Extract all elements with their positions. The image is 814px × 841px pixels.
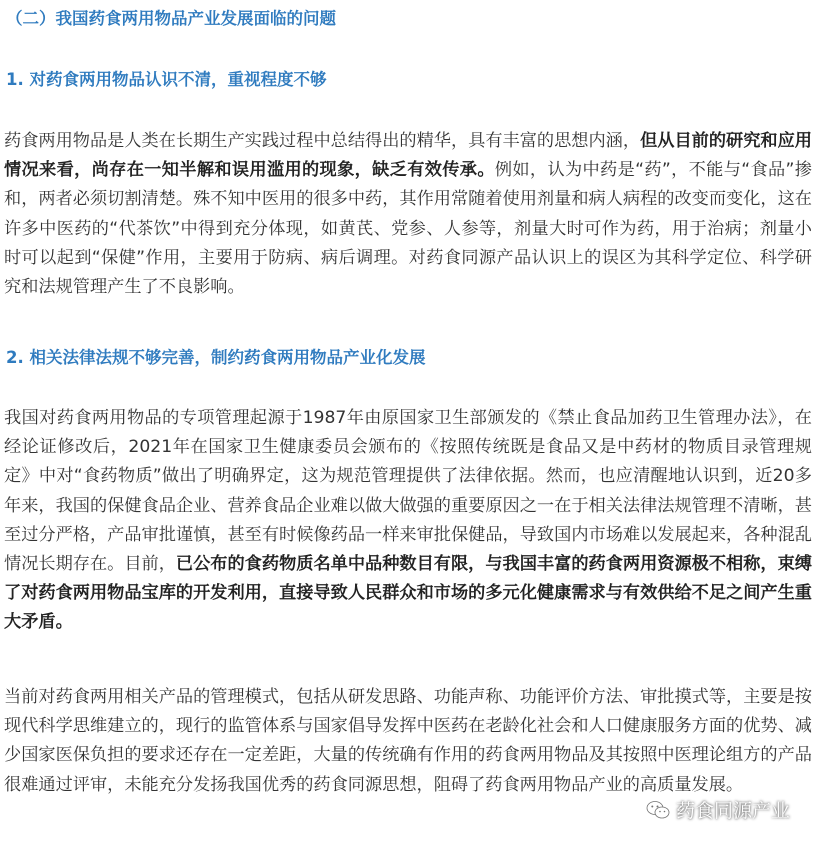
paragraph-text: 例如，认为中药是“药”，不能与“食品”掺和，两者必须切割清楚。殊不知中医用的很多中药，其作用常随着使用剂量和病人病程的改变而变化，这在许多中医药的“代茶饮”中得到充分体现，如黄芪、党参、人参等，剂量大时可作为药，用于治病；剂量小时可以起到“保健”作用，主要用于防病、病后调理。对药食同源产品认识上的误区为其科学定位、科学研究和法规管理产生了不良影响。	[4, 160, 812, 298]
subsection-heading-1: 1. 对药食两用物品认识不清，重视程度不够	[6, 70, 327, 89]
watermark	[646, 796, 790, 823]
paragraph-text: 药食两用物品是人类在长期生产实践过程中总结得出的精华，具有丰富的思想内涵，	[4, 131, 641, 151]
paragraph-management-mode: 当前对药食两用相关产品的管理模式，包括从研发思路、功能声称、功能评价方法、审批摸式等，主要是按现代科学思维建立的，现行的监管体系与国家倡导发挥中医药在老龄化社会和人口健康服务方面的优势、减少国家医保负担的要求还存在一定差距，大量的传统确有作用的药食两用物品及其按照中医理论组方的产品很难通过评审，未能充分发扬我国优秀的药食同源思想，阻碍了药食两用物品产业的高质量发展。	[4, 687, 812, 795]
section-heading: （二）我国药食两用物品产业发展面临的问题	[6, 9, 336, 28]
paragraph-bold-text: 已公布的食药物质名单中品种数目有限，与我国丰富的药食两用资源极不相称，束缚了对药食两用物品宝库的开发利用，直接导致人民群众和市场的多元化健康需求与有效供给不足之间产生重大矛盾。	[4, 554, 812, 633]
watermark-text: 药食同源产业	[675, 800, 790, 822]
paragraph-awareness	[4, 127, 812, 302]
subsection-heading-2: 2. 相关法律法规不够完善，制约药食两用物品产业化发展	[6, 348, 426, 367]
paragraph-regulation	[4, 404, 812, 638]
paragraph-bold-text: 但从目前的研究和应用情况来看，尚存在一知半解和误用滥用的现象，缺乏有效传承。	[4, 131, 812, 181]
paragraph-text: 我国对药食两用物品的专项管理起源于1987年由原国家卫生部颁发的《禁止食品加药卫生管理办法》，在经论证修改后，2021年在国家卫生健康委员会颁布的《按照传统既是食品又是中药材的物质目录管理规定》中对“食药物质”做出了明确界定，这为规范管理提供了法律依据。然而，也应清醒地认识到，近20多年来，我国的保健食品企业、营养食品企业难以做大做强的重要原因之一在于相关法律法规管理不清晰，甚至过分严格，产品审批谨慎，甚至有时候像药品一样来审批保健品，导致国内市场难以发展起来，各种混乱情况长期存在。目前，	[4, 408, 812, 575]
wechat-icon	[646, 800, 670, 820]
